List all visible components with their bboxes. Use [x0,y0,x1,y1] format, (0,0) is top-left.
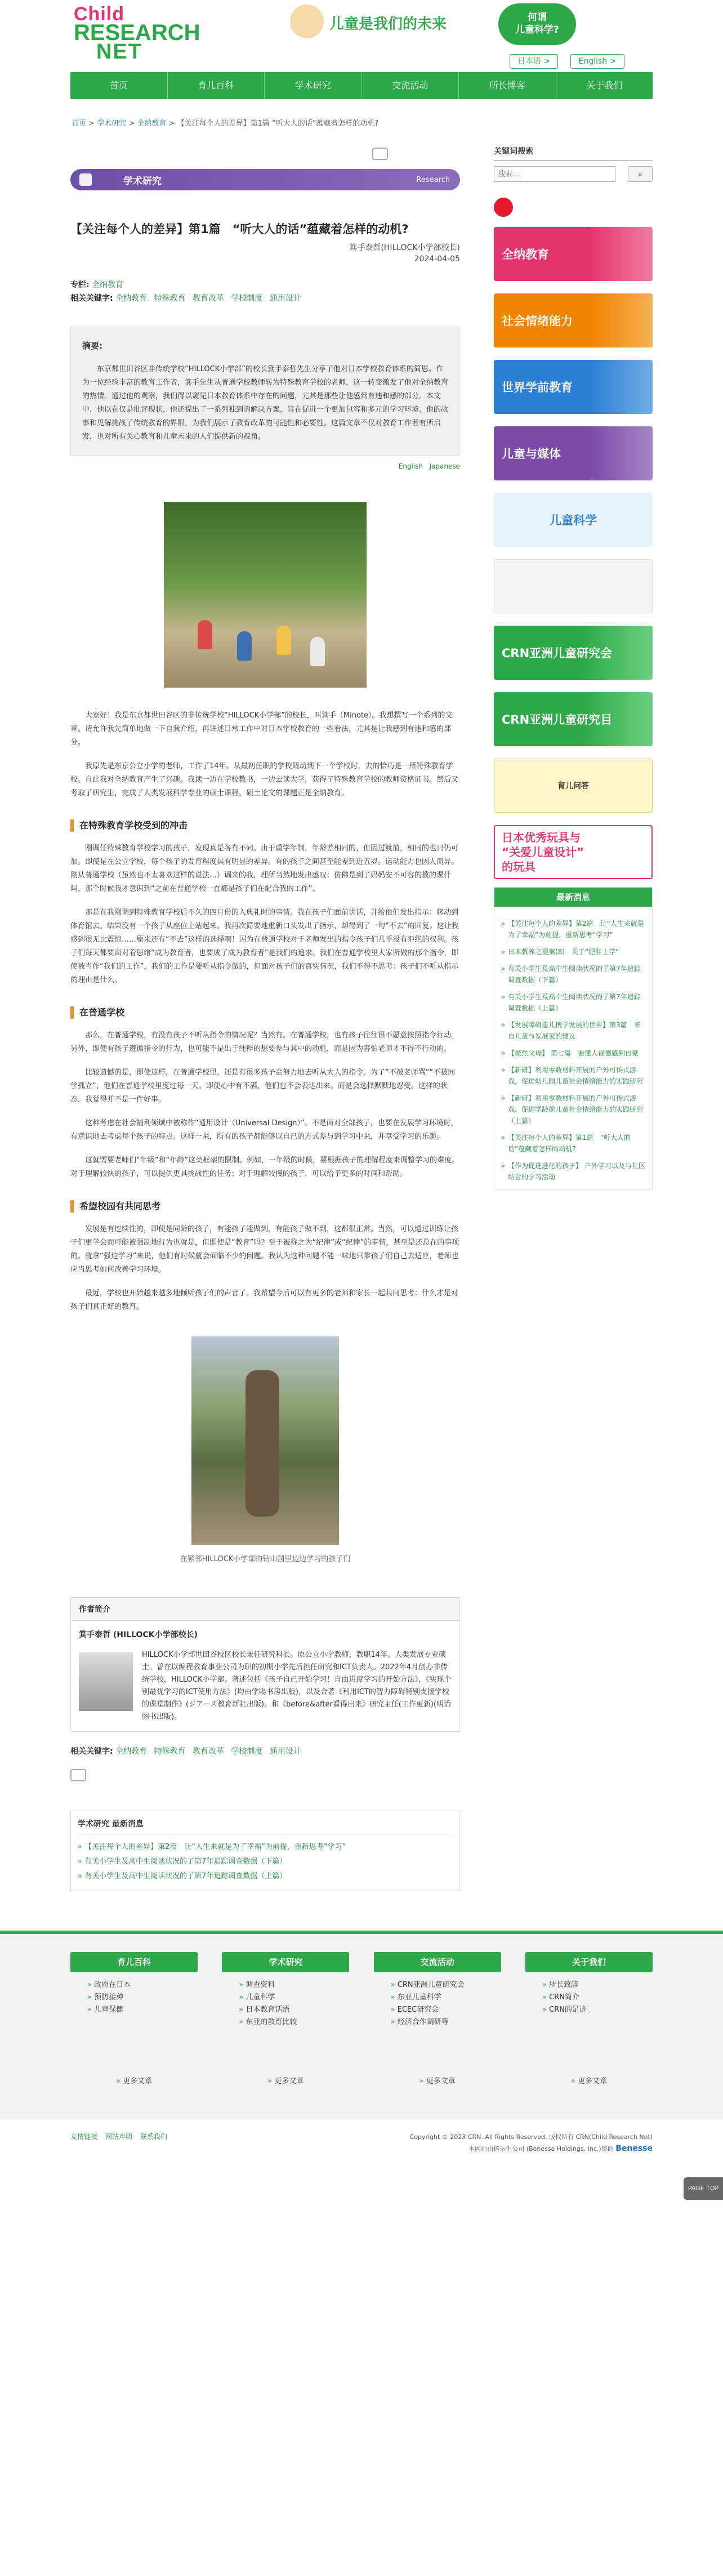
page-top-button[interactable]: PAGE TOP [684,2177,723,2200]
japanese-version-link[interactable]: Japanese [429,462,460,470]
footer-link[interactable]: » 东亚的教育比较 [239,2016,349,2029]
paragraph: 那么，在普通学校，有没有孩子不听从指令的情况呢？当然有。在普通学校，也有孩子往往很不愿意按照指令行动。另外，即便有孩子遵循指令的行为，也可能不是出于纯粹的想要参与其中的动机，而是因为害怕老师才不得不行动的。 [70,1031,459,1053]
keyword-link[interactable]: 全纳教育 [115,294,148,303]
main-nav [70,72,653,99]
section-heading: 在普通学校 [70,1006,460,1019]
breadcrumb-sep: > [86,119,97,128]
lang-english-button[interactable]: English > [570,54,624,69]
nav-director-blog[interactable]: 所长博客 [459,72,556,99]
footer-link[interactable]: » CRN简介 [542,1991,653,2004]
paragraph: 最近，学校也开始越来越多地倾听孩子们的声音了。我希望今后可以有更多的老师和家长一起共同思考：什么才是对孩子们真正好的教育。 [70,1289,459,1311]
footer-col-title[interactable]: 交流活动 [374,1952,501,1972]
footer-more-link[interactable]: » 更多文章 [70,2075,198,2085]
site-footer [0,1931,723,2119]
footer-link[interactable]: » 日本教育话语 [239,2004,349,2016]
print-icon[interactable] [70,1769,86,1781]
author-box-header: 作者简介 [71,1598,459,1621]
keyword-link[interactable]: 学校制度 [231,294,263,303]
search-input[interactable] [494,166,615,182]
paragraph: 刚调任特殊教育学校学习的孩子，发现真是各有不同。由于重学年制，年龄差相同的，但因过渡前，相同的也只仍可加。即使是在公立学校，每个孩子的发育程度具有明显的差异。有的孩子之间甚至能差到近五岁。运动能力也因人而异。刚从普通学校（虽然也不太喜欢这样的说法…）调来的我，理所当然地发出感叹：仿佛是到了妈妈安不可容的教的课什吗，那个时候我才意识到“之前在普通学校一直都是孩子们在配合我的工作”。 [70,844,459,893]
breadcrumb-current: 【关注每个人的差异】第1篇 “听大人的话”蕴藏着怎样的动机? [177,119,379,128]
news-item[interactable]: » 有关小学生及高中生阅读状况的了第7年追踪调查数据（上篇） [501,991,645,1014]
footer-link[interactable]: » 东亚儿童科学 [391,1991,501,2004]
tree-photo [191,1336,339,1545]
kids-illustration [290,5,324,38]
footer-col-title[interactable]: 育儿百科 [70,1952,198,1972]
category-en-label: Research [416,175,450,184]
friend-links[interactable]: 友情链接 [70,2133,98,2141]
contact-link[interactable]: 联系我们 [140,2133,167,2141]
footer-link[interactable]: » CRN亚洲儿童研究会 [391,1979,501,1991]
footer-link[interactable]: » 预防接种 [87,1991,198,2004]
footer-link[interactable]: » 所长致辞 [542,1979,653,1991]
news-item[interactable]: » 【发展障碍患儿携学发展的世界】第3篇 来自儿童与发展家的建议 [501,1019,645,1042]
logo-line-2: RESEARCH [74,20,200,45]
author-bio: HILLOCK小学部世田谷校区校长兼任研究科长。原公立小学教师，教职14年。人类发展专业硕士。曾在以编程教育事业公司为职的初期小学先后担任研究和ICT负责人。2022年4月创办非传统学校，HILLOCK小学部。著述包括《孩子自己开始学习！自由进度学习的开始方法》，《实现个别最优学习的ICT使用方法》(均由学陽书房出版)，以及合著《利用ICT的智力障碍特别支援学校的课堂制作》(ジアース教育新社出版)。和《before&after看得出来》研究主任(工作更新)(明治图书出版)。 [142,1651,452,1721]
breadcrumb [72,117,653,128]
latest-item[interactable]: » 【关注每个人的差异】第2篇 让“人生来就是为了幸福”为前提，重新思考“学习” [78,1840,453,1855]
news-item[interactable]: » 日本教养之提案(8) 关于“肥胖上学” [501,946,645,957]
column-label: 专栏: [70,280,90,289]
banner-crn-asia-research[interactable]: CRN亚洲儿童研究目 [494,692,653,746]
keyword-link[interactable]: 学校制度 [231,1747,263,1756]
footer-more-link[interactable]: » 更多文章 [525,2075,653,2085]
paragraph: 那是在我刚调到特殊教育学校后不久的四月份的入典礼时的事情。我在孩子们面前讲话，并给他们发出指示：移动到体育馆去。结果没有一个孩子从座位上站起来。我再次简要地重新口头发出了指示，却得到了一句“不去”的回复。这让我感到很无比震惊……原来还有“不去”这样的选择啊！因为在普通学校对于老师发出的指令孩子们几乎没有拒绝的权利。孩子们每天都要面对着思绪“成为教育者，也要成了成为教育者”是我们的追求。我们在普通学校里大家所做的那个指令，即使被当作“我们的工作”，我们的工作是要听从指令做的，但面对孩子们的真实情况，我们不得不思考：孩子们不听从指示的理由是什么。 [70,908,459,984]
breadcrumb-home[interactable]: 首页 [72,119,87,128]
paragraph: 这就需要老师们“年级”和“年龄”这类框架的限制。例如，一年级的时候，要根据孩子的理解程度来调整学习的难度。对于理解较快的孩子，可以提供更具挑战性的任务；对于理解较慢的孩子，可以给予更多的时间和帮助。 [70,1156,459,1178]
article-author: 箕手泰哲(HILLOCK小学部校长) [349,243,460,252]
keyword-link[interactable]: 特殊教育 [154,294,186,303]
breadcrumb-inclusive[interactable]: 全纳教育 [137,119,167,128]
footer-col-title[interactable]: 关于我们 [525,1952,653,1972]
banner-world-ece[interactable]: 世界学前教育 [494,360,653,414]
section-heading: 在特殊教育学校受到的冲击 [70,819,460,832]
weibo-icon[interactable] [494,198,513,217]
research-icon [79,173,92,186]
footer-col-parenting [70,1952,198,2085]
author-box [70,1597,460,1732]
sponsor-text: 本网站由倍乐生公司 (Benesse Holdings, Inc.)资助 [468,2145,614,2152]
search-icon: ⌕ [637,169,643,179]
copyright: Copyright © 2023 CRN. All Rights Reserved. 版权所有 CRN(Child Research Net) [409,2133,653,2141]
breadcrumb-sep: > [126,119,137,128]
site-tagline: 儿童是我们的未来 [329,16,447,33]
nav-parenting[interactable]: 育儿百科 [168,72,265,99]
author-name: 箕手泰哲 (HILLOCK小学部校长) [79,1630,198,1639]
latest-news-box [494,887,653,1190]
news-item[interactable]: » 有关小学生及高中生阅读状况的了第7年追踪调查数据（下篇） [501,963,645,986]
nav-exchange[interactable]: 交流活动 [362,72,459,99]
paragraph: 发展是有连续性的，即便是同龄的孩子，有能孩子能做到，有能孩子做不到，这都很正常。当然，可以通过训练让孩子们更学会而可能被强制地行为也就是，但即使是“教育”吗？至于被称之为“纪律”或“纪律”的事情，甚至是还总在的事项的。就拿“强迫学习”来说，他们有时候就会面临不少的问题。我认为这种问题不能一味地只靠孩子们自己去适应，老师也应当思考如何改善学习环境。 [70,1225,459,1274]
benesse-logo[interactable]: Benesse [615,2144,653,2153]
footer-link[interactable]: » CRN的足迹 [542,2004,653,2016]
paragraph: 这种考虑在社会福利领域中被称作“通用设计（Universal Design）”。不是面对全部孩子，也要在发展学习环境时，有意识地去考虑每个孩子的特点。这样一来，所有的孩子都能够以自己的方式参与到学习中来，并享受学习的乐趣。 [70,1119,458,1141]
article-title: 【关注每个人的差异】第1篇 “听大人的话”蕴藏着怎样的动机? [70,222,409,236]
abstract-title: 摘要: [82,341,102,351]
news-item[interactable]: » 【关注每个人的差异】第2篇 让“人生来就是为了幸福”为前提，重新思考“学习” [501,918,645,941]
footer-link[interactable]: » 经济合作调研等 [391,2016,501,2029]
paragraph: 大家好！我是东京都世田谷区的非传统学校“HILLOCK小学部”的校长，叫箕手（Minote）。我想撰写一个系列的文章。请允许我先简单地做一下自我介绍，再讲述日常工作中对日本学校教育的一些看法，尤其是让我感到有违和感的部分。 [70,711,453,747]
keyword-link[interactable]: 全纳教育 [115,1747,148,1756]
banner-books[interactable] [494,559,653,613]
keywords-label: 相关关键字: [70,1747,113,1756]
latest-research-header: 学术研究 最新消息 [78,1818,453,1834]
keyword-search-title: 关键词搜索 [494,145,653,161]
category-label: 学术研究 [123,175,162,187]
paragraph: 我原先是东京公立小学的老师，工作了14年。从最初任职的学校调动到下一个学校时，去的恰巧是一所特殊教育学校。自此我对全纳教育产生了兴趣。我读一边在学校教书，一边去读大学，获得了特殊教育学校的教师资格证书。然后又考取了研究生，完成了人类发展科学专业的硕士课程，硕士论文的课题正是全纳教育。 [70,762,459,797]
banner-inclusive-education[interactable]: 全纳教育 [494,227,653,281]
footer-col-title[interactable]: 学术研究 [222,1952,349,1972]
footer-col-research [222,1952,349,2085]
footer-link[interactable]: » 政府在日本 [87,1979,198,1991]
category-bar [70,169,460,190]
footer-col-exchange [374,1952,501,2085]
news-item[interactable]: » 【新研】利用零数材料开展的户外可传式游戏，促进幼儿园儿童社会情绪能力的实践研究 [501,1064,645,1087]
site-header [70,0,653,72]
banner-social-emotional[interactable]: 社会情绪能力 [494,293,653,347]
footer-link[interactable]: » 儿童科学 [239,1991,349,2004]
site-statement-link[interactable]: 网站声明 [105,2133,132,2141]
author-avatar [79,1652,133,1711]
sub-footer [70,2119,653,2155]
footer-more-link[interactable]: » 更多文章 [222,2075,349,2085]
news-item[interactable]: » 【聚焦父母】 第七篇 要懂人视德感到自豪 [501,1048,645,1059]
news-item[interactable]: » 【关注每个人的差异】第1篇 “听大人的话”蕴藏着怎样的动机? [501,1132,645,1155]
keyword-link[interactable]: 特殊教育 [154,1747,186,1756]
children-outdoor-photo [164,502,367,688]
article-main [70,145,460,1891]
english-version-link[interactable]: English [398,462,423,470]
nav-about[interactable]: 关于我们 [586,80,623,91]
column-link[interactable]: 全纳教育 [92,280,124,289]
news-item[interactable]: » 【作为促进进化的孩子】 户外学习以及与社区结合的学习活动 [501,1160,645,1183]
footer-more-link[interactable]: » 更多文章 [374,2075,501,2085]
paragraph: 比较遗憾的是，即使这样，在普通学校里，还是有很多孩子会努力地去听从大人的指令。为了“不被老师骂”“不被同学孤立”，他们在普通学校里度过每一天。即便心中有不满，他们也不会表达出来。而是会选择默默地忍受。这样的状态，我觉得并不是一件好事。 [70,1068,456,1104]
article-body [70,709,460,1563]
latest-research-box [70,1811,460,1891]
footer-link[interactable]: » ECEC研究会 [391,2004,501,2016]
site-logo[interactable] [74,3,200,68]
footer-col-about [525,1952,653,2085]
abstract-box [70,327,460,456]
keyword-link[interactable]: 通用设计 [269,1747,301,1756]
breadcrumb-sep: > [166,119,177,128]
search-button[interactable] [628,166,653,182]
logo-line-3: NET [96,40,142,64]
sidebar [494,145,653,1891]
keyword-link[interactable]: 教育改革 [192,1747,224,1756]
banner-crn-asia[interactable]: CRN亚洲儿童研究会 [494,626,653,680]
what-is-child-science-bubble[interactable]: 何谓 儿童科学? [498,3,576,45]
latest-item[interactable]: » 有关小学生及高中生阅读状况的了第7年追踪调查数据（下篇） [78,1855,453,1869]
latest-news-header: 最新消息 [494,888,652,907]
banner-japan-toys[interactable]: 日本优秀玩具与 “关爱儿童设计” 的玩具 [494,825,653,879]
article-meta [70,278,460,305]
photo-caption: 在紧邻HILLOCK小学部的钻山园里边边学习的孩子们 [180,1555,351,1563]
logo-line-1: Child [74,3,124,25]
nav-research[interactable]: 学术研究 [265,72,362,99]
keywords-label: 相关关键字: [70,294,113,303]
breadcrumb-research[interactable]: 学术研究 [97,119,127,128]
footer-link[interactable]: » 调查资料 [239,1979,349,1991]
banner-parenting-qa[interactable]: 育儿问答 [494,759,653,813]
latest-item[interactable]: » 有关小学生及高中生阅读状况的了第7年追踪调查数据（上篇） [78,1869,453,1884]
banner-child-science[interactable]: 儿童科学 [494,493,653,547]
keyword-link[interactable]: 通用设计 [269,294,301,303]
keyword-link[interactable]: 教育改革 [192,294,224,303]
article-date: 2024-04-05 [414,255,460,264]
footer-link[interactable]: » 儿童保健 [87,2004,198,2016]
section-heading: 希望校园有共同思考 [70,1200,460,1213]
abstract-text: 东京都世田谷区非传统学校“HILLOCK小学部”的校长箕手泰哲先生分享了他对日本学校教育体系的简思。作为一位经验丰富的教育工作者，箕手先生从普通学校教师转为特殊教育学校的老师，这一转变激发了他对全纳教育的热情。通过他的观察，我们得以窥见日本教育体系中存在的问题，尤其是那些让他感到有违和感的部分。本文中，他以在仅是批评现状，他还提出了一系列独到的解决方案，旨在促进一个更加包容和多元的学习环境。他的故事和见解挑战了传统教育的界限，为我们展示了教育改革的可能性和必要性。这篇文章不仅对教育工作者有所启发，也对所有关心教育和儿童未来的人们提供新的视角。 [82,365,449,441]
bottom-keywords [70,1745,460,1757]
lang-japanese-button[interactable]: 日本语 > [510,54,558,69]
print-icon[interactable] [372,148,388,160]
nav-home[interactable]: 首页 [70,72,168,99]
news-item[interactable]: » 【新研】利用零数材料开展的户外可传式游戏，促进学龄前儿童社会情绪能力的实践研究（上篇） [501,1093,645,1126]
banner-children-media[interactable]: 儿童与媒体 [494,426,653,480]
